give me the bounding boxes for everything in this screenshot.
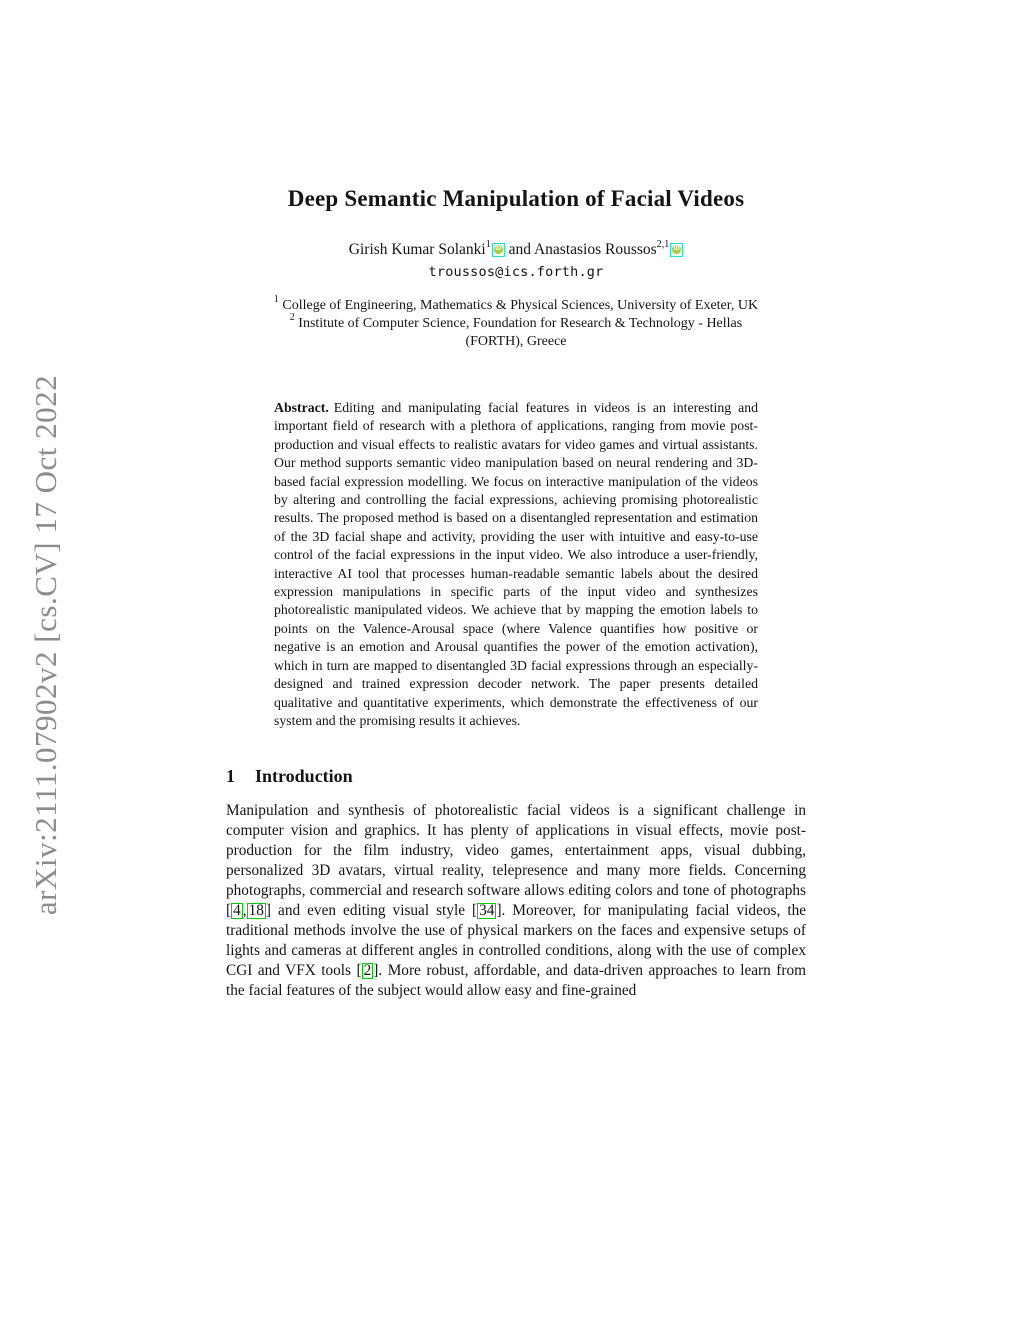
- abstract-label: Abstract.: [274, 400, 329, 415]
- affiliation-text: College of Engineering, Mathematics & Physical Sciences, University of Exeter, UK: [282, 298, 759, 313]
- citation-link[interactable]: 18: [248, 902, 264, 920]
- affiliation-line: [226, 312, 806, 333]
- author-email: troussos@ics.forth.gr: [428, 264, 604, 280]
- orcid-badge: iD: [673, 246, 680, 252]
- author-name: Girish Kumar Solanki: [348, 241, 486, 258]
- affiliation-marker: 2: [289, 312, 295, 324]
- orcid-icon[interactable]: [670, 243, 683, 257]
- affiliation-text: (FORTH), Greece: [465, 334, 567, 349]
- abstract-text: Editing and manipulating facial features in videos is an interesting and important field of research with a plethora of applications, ranging from movie post-production and visual effects to realistic avatars for video games and virtual assistants. Our method supports semantic video manipulation based on neural rendering and 3D-based facial expression modelling. We focus on interactive manipulation of the videos by altering and controlling the facial expressions, achieving promising photorealistic results. The proposed method is based on a disentangled representation and estimation of the 3D facial shape and activity, providing the user with intuitive and easy-to-use control of the facial expressions in the input video. We also introduce a user-friendly, interactive AI tool that processes human-readable semantic labels about the desired expression manipulations in specific parts of the input video and synthesizes photorealistic manipulated videos. We achieve that by mapping the emotion labels to points on the Valence-Arousal space (where Valence quantifies how positive or negative is an emotion and Arousal quantifies the power of the emotion activation), which in turn are mapped to disentangled 3D facial expressions through an especially-designed and trained expression decoder network. The paper presents detailed qualitative and quantitative experiments, which demonstrate the effectiveness of our system and the promising results it achieves.: [274, 400, 758, 728]
- citation-link[interactable]: 2: [363, 962, 372, 980]
- orcid-icon[interactable]: [492, 243, 505, 257]
- author-affiliation-marker: 1: [485, 238, 491, 250]
- intro-paragraph: Manipulation and synthesis of photorealistic facial videos is a significant challenge in computer vision and graphics. It has plenty of applications in visual effects, movie post-production for the film industry, video games, entertainment apps, visual dubbing, personalized 3D avatars, virtual reality, telepresence and many more fields. Concerning photographs, commercial and research software allows editing colors and tone of photographs [ 4 , 18 ] and even editing visual style [ 34 ]. Moreover, for manipulating facial videos, the traditional methods involve the use of physical markers on the faces and expensive setups of lights and cameras at different angles in controlled conditions, along with the use of complex CGI and VFX tools [ 2 ]. More robust, affordable, and data-driven approaches to learn from the facial features of the subject would allow easy and fine-grained: [226, 802, 807, 1000]
- orcid-badge: iD: [495, 246, 502, 252]
- page-title: Deep Semantic Manipulation of Facial Videos: [287, 186, 745, 211]
- section-title: Introduction: [255, 766, 353, 787]
- citation-link[interactable]: 4: [233, 902, 241, 920]
- arxiv-watermark: arXiv:2111.07902v2 [cs.CV] 17 Oct 2022: [28, 374, 63, 916]
- affiliation-line: [226, 294, 806, 315]
- abstract-block: [274, 399, 758, 730]
- author-separator: and: [504, 241, 534, 258]
- section-heading: [226, 766, 806, 787]
- affiliation-line: [226, 333, 806, 351]
- affiliation-text: Institute of Computer Science, Foundation for Research & Technology - Hellas: [298, 316, 743, 331]
- affiliations-block: [226, 294, 806, 351]
- citation-link[interactable]: 34: [479, 902, 495, 920]
- section-number: 1: [226, 766, 235, 787]
- author-line: [226, 238, 806, 259]
- paper-content: [226, 0, 806, 1001]
- author-affiliation-marker: 2,1: [656, 238, 670, 250]
- author-name: Anastasios Roussos: [533, 241, 657, 258]
- affiliation-marker: 1: [273, 294, 279, 306]
